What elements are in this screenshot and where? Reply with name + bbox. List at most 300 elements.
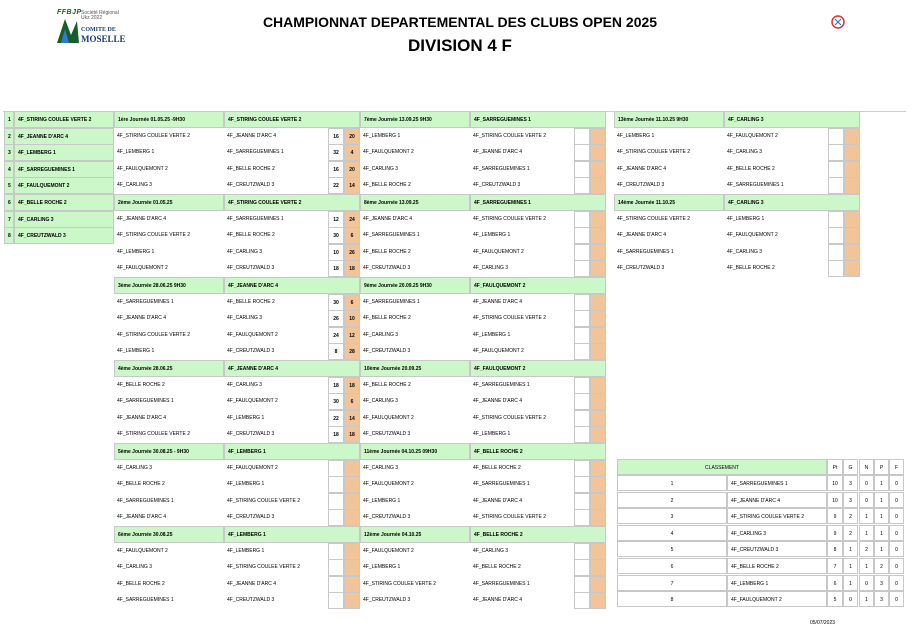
away-team: 4F_LEMBERG 1 <box>227 415 265 421</box>
away-team: 4F_CREUTZWALD 3 <box>227 597 275 603</box>
home-score <box>328 592 344 609</box>
standings-f: 0 <box>889 591 904 607</box>
home-team: 4F_BELLE ROCHE 2 <box>117 481 165 487</box>
home-team: 4F_FAULQUEMONT 2 <box>363 481 414 487</box>
home-score <box>328 476 344 493</box>
round-exempt: 4F_BELLE ROCHE 2 <box>470 526 606 543</box>
home-score <box>828 128 844 145</box>
away-score <box>590 177 606 194</box>
standings-g: 1 <box>843 575 858 591</box>
home-score <box>574 426 590 443</box>
home-score <box>328 493 344 510</box>
away-score <box>344 592 360 609</box>
round-exempt: 4F_CARLING 3 <box>724 111 860 128</box>
away-score: 26 <box>344 244 360 261</box>
home-score <box>574 460 590 477</box>
home-team: 4F_BELLE ROCHE 2 <box>363 182 411 188</box>
standings-pt: 5 <box>827 591 843 607</box>
away-score <box>844 144 860 161</box>
round-exempt: 4F_JEANNE D'ARC 4 <box>224 360 360 377</box>
team-number: 2 <box>4 128 14 145</box>
team-number: 3 <box>4 144 14 161</box>
away-score <box>590 410 606 427</box>
away-team: 4F_JEANNE D'ARC 4 <box>473 597 523 603</box>
away-score: 18 <box>344 260 360 277</box>
round-header: 11ème Journée 04.10.25 09H30 <box>360 443 470 460</box>
home-score <box>574 128 590 145</box>
round-exempt: 4F_STIRING COULEE VERTE 2 <box>224 111 360 128</box>
home-team: 4F_JEANNE D'ARC 4 <box>117 415 167 421</box>
home-team: 4F_SARREGUEMINES 1 <box>363 299 420 305</box>
away-score <box>844 227 860 244</box>
round-header: 1ère Journée 01.05.25 -9H30 <box>114 111 224 128</box>
away-score: 6 <box>344 294 360 311</box>
home-score: 22 <box>328 410 344 427</box>
home-score: 12 <box>328 211 344 228</box>
standings-team: 4F_JEANNE D'ARC 4 <box>727 492 827 508</box>
standings-f: 0 <box>889 508 904 524</box>
home-score <box>574 310 590 327</box>
round-header: 2ème Journée 01.05.25 <box>114 194 224 211</box>
home-score <box>574 543 590 560</box>
team-name: 4F_SARREGUEMINES 1 <box>14 161 114 178</box>
standings-f: 0 <box>889 492 904 508</box>
away-score: 28 <box>344 343 360 360</box>
away-score: 12 <box>344 327 360 344</box>
home-team: 4F_JEANNE D'ARC 4 <box>117 216 167 222</box>
away-score <box>344 543 360 560</box>
standings-f: 0 <box>889 475 904 491</box>
home-team: 4F_LEMBERG 1 <box>117 249 155 255</box>
away-team: 4F_BELLE ROCHE 2 <box>473 564 521 570</box>
away-team: 4F_SARREGUEMINES 1 <box>227 149 284 155</box>
home-team: 4F_BELLE ROCHE 2 <box>117 382 165 388</box>
home-team: 4F_STIRING COULEE VERTE 2 <box>117 332 190 338</box>
home-score <box>574 260 590 277</box>
round-exempt: 4F_FAULQUEMONT 2 <box>470 360 606 377</box>
round-exempt: 4F_SARREGUEMINES 1 <box>470 111 606 128</box>
standings-rank: 5 <box>617 541 727 557</box>
standings-f: 0 <box>889 575 904 591</box>
home-team: 4F_STIRING COULEE VERTE 2 <box>117 232 190 238</box>
away-team: 4F_FAULQUEMONT 2 <box>727 133 778 139</box>
away-score <box>590 509 606 526</box>
home-team: 4F_LEMBERG 1 <box>363 498 401 504</box>
home-team: 4F_JEANNE D'ARC 4 <box>117 315 167 321</box>
away-score <box>844 128 860 145</box>
home-team: 4F_FAULQUEMONT 2 <box>117 265 168 271</box>
home-score <box>328 543 344 560</box>
away-score <box>590 576 606 593</box>
home-team: 4F_FAULQUEMONT 2 <box>363 149 414 155</box>
away-score <box>590 343 606 360</box>
standings-p: 1 <box>874 525 889 541</box>
away-score <box>844 177 860 194</box>
standings-team: 4F_SARREGUEMINES 1 <box>727 475 827 491</box>
home-score: 18 <box>328 260 344 277</box>
away-team: 4F_CARLING 3 <box>227 315 263 321</box>
home-team: 4F_JEANNE D'ARC 4 <box>617 232 667 238</box>
home-score <box>828 161 844 178</box>
home-score <box>328 559 344 576</box>
away-team: 4F_BELLE ROCHE 2 <box>227 299 275 305</box>
standings-pt: 9 <box>827 525 843 541</box>
away-team: 4F_FAULQUEMONT 2 <box>227 332 278 338</box>
home-score <box>574 294 590 311</box>
away-team: 4F_SARREGUEMINES 1 <box>473 382 530 388</box>
standings-rank: 3 <box>617 508 727 524</box>
away-team: 4F_CARLING 3 <box>473 548 509 554</box>
away-team: 4F_STIRING COULEE VERTE 2 <box>473 315 546 321</box>
standings-p: 3 <box>874 591 889 607</box>
away-team: 4F_STIRING COULEE VERTE 2 <box>227 498 300 504</box>
away-score <box>590 260 606 277</box>
home-score: 22 <box>328 177 344 194</box>
away-team: 4F_STIRING COULEE VERTE 2 <box>227 564 300 570</box>
home-score <box>574 211 590 228</box>
standings-n: 1 <box>859 508 874 524</box>
away-team: 4F_FAULQUEMONT 2 <box>227 398 278 404</box>
standings-header-f: F <box>889 459 904 475</box>
home-score <box>828 260 844 277</box>
team-number: 7 <box>4 211 14 228</box>
home-score: 18 <box>328 426 344 443</box>
home-team: 4F_CARLING 3 <box>117 182 153 188</box>
standings-p: 1 <box>874 475 889 491</box>
home-team: 4F_CREUTZWALD 3 <box>363 265 411 271</box>
team-name: 4F_CARLING 3 <box>14 211 114 228</box>
home-team: 4F_JEANNE D'ARC 4 <box>363 216 413 222</box>
away-score <box>344 509 360 526</box>
home-team: 4F_SARREGUEMINES 1 <box>117 597 174 603</box>
home-team: 4F_BELLE ROCHE 2 <box>363 315 411 321</box>
division-title: DIVISION 4 F <box>408 36 512 55</box>
away-score: 14 <box>344 177 360 194</box>
home-score: 8 <box>328 343 344 360</box>
away-score <box>590 592 606 609</box>
round-exempt: 4F_BELLE ROCHE 2 <box>470 443 606 460</box>
home-team: 4F_SARREGUEMINES 1 <box>117 398 174 404</box>
away-score <box>844 260 860 277</box>
home-score <box>574 476 590 493</box>
away-team: 4F_CREUTZWALD 3 <box>227 431 275 437</box>
standings-rank: 6 <box>617 558 727 574</box>
away-score: 14 <box>344 410 360 427</box>
standings-header-g: G <box>843 459 858 475</box>
standings-rank: 7 <box>617 575 727 591</box>
home-score <box>574 144 590 161</box>
away-team: 4F_STIRING COULEE VERTE 2 <box>473 216 546 222</box>
team-name: 4F_FAULQUEMONT 2 <box>14 177 114 194</box>
home-team: 4F_STIRING COULEE VERTE 2 <box>617 216 690 222</box>
round-exempt: 4F_FAULQUEMONT 2 <box>470 277 606 294</box>
away-score: 4 <box>344 144 360 161</box>
away-team: 4F_SARREGUEMINES 1 <box>473 581 530 587</box>
away-score: 20 <box>344 161 360 178</box>
away-team: 4F_LEMBERG 1 <box>473 232 511 238</box>
home-team: 4F_SARREGUEMINES 1 <box>117 299 174 305</box>
home-team: 4F_STIRING COULEE VERTE 2 <box>117 133 190 139</box>
away-score: 24 <box>344 211 360 228</box>
away-team: 4F_JEANNE D'ARC 4 <box>227 581 277 587</box>
away-team: 4F_STIRING COULEE VERTE 2 <box>473 514 546 520</box>
home-score: 10 <box>328 244 344 261</box>
standings-rank: 8 <box>617 591 727 607</box>
home-score <box>574 161 590 178</box>
home-team: 4F_FAULQUEMONT 2 <box>117 548 168 554</box>
home-team: 4F_CARLING 3 <box>363 398 399 404</box>
away-team: 4F_CARLING 3 <box>227 249 263 255</box>
home-score <box>574 576 590 593</box>
standings-team: 4F_CARLING 3 <box>727 525 827 541</box>
team-name: 4F_JEANNE D'ARC 4 <box>14 128 114 145</box>
round-header: 12ème Journée 04.10.25 <box>360 526 470 543</box>
round-exempt: 4F_LEMBERG 1 <box>224 443 360 460</box>
home-score <box>574 592 590 609</box>
standings-rank: 2 <box>617 492 727 508</box>
away-score <box>344 493 360 510</box>
standings-header-p: P <box>874 459 889 475</box>
away-score <box>344 460 360 477</box>
away-score <box>344 476 360 493</box>
standings-pt: 9 <box>827 508 843 524</box>
round-exempt: 4F_CARLING 3 <box>724 194 860 211</box>
away-team: 4F_LEMBERG 1 <box>227 481 265 487</box>
standings-pt: 7 <box>827 558 843 574</box>
away-team: 4F_LEMBERG 1 <box>727 216 765 222</box>
home-score <box>574 327 590 344</box>
standings-header-n: N <box>859 459 874 475</box>
away-team: 4F_FAULQUEMONT 2 <box>473 348 524 354</box>
away-team: 4F_STIRING COULEE VERTE 2 <box>473 133 546 139</box>
away-team: 4F_JEANNE D'ARC 4 <box>473 299 523 305</box>
home-team: 4F_LEMBERG 1 <box>117 348 155 354</box>
away-team: 4F_FAULQUEMONT 2 <box>727 232 778 238</box>
away-team: 4F_CARLING 3 <box>227 382 263 388</box>
home-team: 4F_CREUTZWALD 3 <box>363 431 411 437</box>
home-team: 4F_SARREGUEMINES 1 <box>617 249 674 255</box>
home-team: 4F_STIRING COULEE VERTE 2 <box>363 581 436 587</box>
standings-f: 0 <box>889 558 904 574</box>
away-score <box>590 310 606 327</box>
home-score <box>574 244 590 261</box>
home-score <box>574 559 590 576</box>
away-score: 6 <box>344 393 360 410</box>
away-score <box>590 493 606 510</box>
logo-text-comite: COMITE DE <box>81 27 116 33</box>
away-team: 4F_BELLE ROCHE 2 <box>727 166 775 172</box>
standings-pt: 10 <box>827 475 843 491</box>
away-score: 10 <box>344 310 360 327</box>
standings-team: 4F_FAULQUEMONT 2 <box>727 591 827 607</box>
away-team: 4F_JEANNE D'ARC 4 <box>473 398 523 404</box>
home-score <box>828 244 844 261</box>
away-score <box>590 244 606 261</box>
home-team: 4F_BELLE ROCHE 2 <box>363 249 411 255</box>
round-header: 4ème Journée 28.06.25 <box>114 360 224 377</box>
away-team: 4F_FAULQUEMONT 2 <box>227 465 278 471</box>
away-score <box>590 161 606 178</box>
home-score <box>574 410 590 427</box>
away-team: 4F_LEMBERG 1 <box>227 548 265 554</box>
away-team: 4F_JEANNE D'ARC 4 <box>473 498 523 504</box>
home-score <box>328 576 344 593</box>
home-score: 32 <box>328 144 344 161</box>
standings-f: 0 <box>889 525 904 541</box>
home-team: 4F_CARLING 3 <box>117 564 153 570</box>
home-team: 4F_LEMBERG 1 <box>617 133 655 139</box>
home-team: 4F_FAULQUEMONT 2 <box>117 166 168 172</box>
home-score: 16 <box>328 128 344 145</box>
standings-p: 1 <box>874 541 889 557</box>
away-score <box>590 426 606 443</box>
logo-text-moselle: MOSELLE <box>81 34 126 44</box>
team-name: 4F_LEMBERG 1 <box>14 144 114 161</box>
ffbjp-logo <box>57 9 147 45</box>
away-team: 4F_SARREGUEMINES 1 <box>473 481 530 487</box>
away-score <box>590 211 606 228</box>
emblem-icon <box>829 13 847 31</box>
away-score <box>590 144 606 161</box>
home-score <box>574 509 590 526</box>
home-score <box>574 177 590 194</box>
away-score <box>844 161 860 178</box>
standings-team: 4F_CREUTZWALD 3 <box>727 541 827 557</box>
standings-team: 4F_BELLE ROCHE 2 <box>727 558 827 574</box>
round-header: 8ème Journée 13.09.25 <box>360 194 470 211</box>
away-team: 4F_LEMBERG 1 <box>473 332 511 338</box>
home-score <box>574 393 590 410</box>
away-team: 4F_BELLE ROCHE 2 <box>227 232 275 238</box>
footer-date: 05/07/2023 <box>810 620 836 626</box>
away-team: 4F_CARLING 3 <box>727 249 763 255</box>
standings-g: 0 <box>843 591 858 607</box>
away-team: 4F_BELLE ROCHE 2 <box>227 166 275 172</box>
standings-n: 0 <box>859 475 874 491</box>
away-score <box>590 460 606 477</box>
home-score <box>828 211 844 228</box>
team-name: 4F_STIRING COULEE VERTE 2 <box>14 111 114 128</box>
home-score <box>574 493 590 510</box>
away-team: 4F_SARREGUEMINES 1 <box>473 166 530 172</box>
standings-p: 1 <box>874 492 889 508</box>
away-team: 4F_SARREGUEMINES 1 <box>727 182 784 188</box>
home-team: 4F_CARLING 3 <box>363 465 399 471</box>
away-team: 4F_LEMBERG 1 <box>473 431 511 437</box>
team-number: 6 <box>4 194 14 211</box>
home-score <box>828 177 844 194</box>
home-team: 4F_SARREGUEMINES 1 <box>363 232 420 238</box>
home-team: 4F_JEANNE D'ARC 4 <box>117 514 167 520</box>
away-score <box>590 559 606 576</box>
away-score: 18 <box>344 377 360 394</box>
standings-f: 0 <box>889 541 904 557</box>
home-team: 4F_LEMBERG 1 <box>363 133 401 139</box>
round-exempt: 4F_SARREGUEMINES 1 <box>470 194 606 211</box>
away-score <box>344 576 360 593</box>
round-exempt: 4F_LEMBERG 1 <box>224 526 360 543</box>
standings-p: 1 <box>874 508 889 524</box>
away-score: 6 <box>344 227 360 244</box>
away-score <box>590 377 606 394</box>
standings-g: 3 <box>843 492 858 508</box>
round-header: 6ème Journée 30.08.25 <box>114 526 224 543</box>
away-score <box>590 543 606 560</box>
away-team: 4F_CREUTZWALD 3 <box>227 348 275 354</box>
home-team: 4F_BELLE ROCHE 2 <box>363 382 411 388</box>
home-score <box>574 377 590 394</box>
round-header: 10ème Journée 20.09.25 <box>360 360 470 377</box>
home-team: 4F_CREUTZWALD 3 <box>363 514 411 520</box>
home-score: 30 <box>328 393 344 410</box>
home-team: 4F_CREUTZWALD 3 <box>363 597 411 603</box>
standings-g: 2 <box>843 508 858 524</box>
away-team: 4F_CARLING 3 <box>727 149 763 155</box>
round-exempt: 4F_JEANNE D'ARC 4 <box>224 277 360 294</box>
home-team: 4F_SARREGUEMINES 1 <box>117 498 174 504</box>
away-score <box>590 128 606 145</box>
away-team: 4F_CREUTZWALD 3 <box>227 182 275 188</box>
standings-n: 1 <box>859 591 874 607</box>
home-team: 4F_BELLE ROCHE 2 <box>117 581 165 587</box>
away-team: 4F_BELLE ROCHE 2 <box>727 265 775 271</box>
home-team: 4F_STIRING COULEE VERTE 2 <box>617 149 690 155</box>
home-team: 4F_CREUTZWALD 3 <box>617 182 665 188</box>
standings-pt: 8 <box>827 541 843 557</box>
round-header: 3ème Journée 28.06.25 9H30 <box>114 277 224 294</box>
away-score: 18 <box>344 426 360 443</box>
away-score <box>344 559 360 576</box>
standings-g: 2 <box>843 525 858 541</box>
away-score <box>590 227 606 244</box>
standings-n: 0 <box>859 575 874 591</box>
home-team: 4F_LEMBERG 1 <box>363 564 401 570</box>
home-score: 16 <box>328 161 344 178</box>
home-team: 4F_CREUTZWALD 3 <box>617 265 665 271</box>
home-score <box>328 460 344 477</box>
page-title: CHAMPIONNAT DEPARTEMENTAL DES CLUBS OPEN 2025 <box>262 14 658 30</box>
team-number: 8 <box>4 227 14 244</box>
away-team: 4F_CARLING 3 <box>473 265 509 271</box>
home-team: 4F_CARLING 3 <box>117 465 153 471</box>
home-team: 4F_JEANNE D'ARC 4 <box>617 166 667 172</box>
standings-rank: 4 <box>617 525 727 541</box>
logo-mark-icon <box>57 19 79 43</box>
home-score: 18 <box>328 377 344 394</box>
team-number: 1 <box>4 111 14 128</box>
standings-team: 4F_STIRING COULEE VERTE 2 <box>727 508 827 524</box>
home-team: 4F_CREUTZWALD 3 <box>363 348 411 354</box>
away-score <box>590 393 606 410</box>
away-team: 4F_CREUTZWALD 3 <box>473 182 521 188</box>
home-team: 4F_FAULQUEMONT 2 <box>363 548 414 554</box>
round-header: 5ème Journée 30.08.25 - 9H30 <box>114 443 224 460</box>
home-team: 4F_STIRING COULEE VERTE 2 <box>117 431 190 437</box>
round-header: 14ème Journée 11.10.25 <box>614 194 724 211</box>
home-score <box>574 227 590 244</box>
standings-pt: 10 <box>827 492 843 508</box>
away-team: 4F_BELLE ROCHE 2 <box>473 465 521 471</box>
standings-n: 1 <box>859 525 874 541</box>
home-score <box>828 144 844 161</box>
logo-text-small: Société Régional Ukz 2022 <box>81 10 119 21</box>
standings-g: 3 <box>843 475 858 491</box>
away-score <box>590 476 606 493</box>
away-team: 4F_CREUTZWALD 3 <box>227 265 275 271</box>
round-exempt: 4F_STIRING COULEE VERTE 2 <box>224 194 360 211</box>
home-score: 30 <box>328 227 344 244</box>
home-score <box>328 509 344 526</box>
